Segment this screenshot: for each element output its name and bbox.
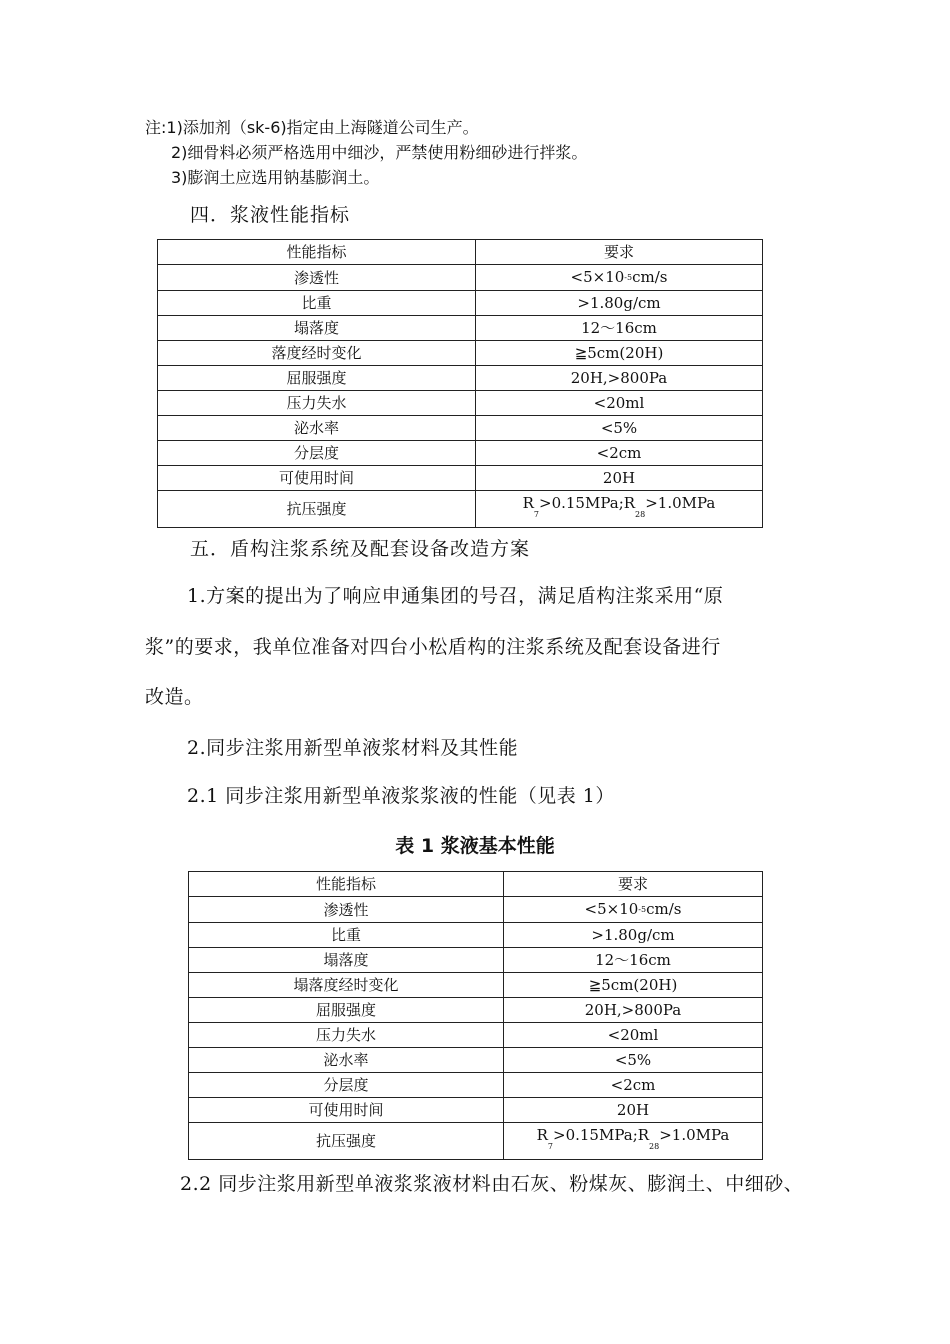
table-row — [158, 341, 763, 366]
section-4-heading: 四．浆液性能指标 — [190, 204, 351, 226]
table-row — [158, 491, 763, 528]
table-cell: <5% — [476, 416, 763, 441]
table-cell: 12～16cm — [504, 948, 763, 973]
table-row — [189, 1048, 763, 1073]
table-row — [189, 1023, 763, 1048]
table-row — [189, 1123, 763, 1160]
note-line-1: 注:1)添加剂（sk-6)指定由上海隧道公司生产。 — [145, 118, 479, 137]
table-cell: ≧5cm(20H) — [476, 341, 763, 366]
table-cell: 比重 — [189, 923, 504, 948]
section-5-heading: 五．盾构注浆系统及配套设备改造方案 — [190, 538, 531, 560]
table-header-cell: 要求 — [504, 872, 763, 897]
table-cell: >1.80g/cm — [504, 923, 763, 948]
table-row — [158, 366, 763, 391]
table-row — [189, 998, 763, 1023]
table-row — [158, 391, 763, 416]
compressive-strength-cell: $R_7>0.15MPa;R_{28}>1.0MPa$ — [504, 1123, 763, 1160]
table-row — [189, 948, 763, 973]
permeability-cell: $<5\times 10^{-5}cm/s$ — [476, 265, 763, 291]
table-cell: 抗压强度 — [158, 491, 476, 528]
table-row — [158, 416, 763, 441]
permeability-cell: $<5\times 10^{-5}cm/s$ — [504, 897, 763, 923]
table-cell: 塌落度 — [189, 948, 504, 973]
table-header-cell: 性能指标 — [158, 240, 476, 265]
compressive-strength-cell: $R_7>0.15MPa;R_{28}>1.0MPa$ — [476, 491, 763, 528]
table-cell: 屈服强度 — [158, 366, 476, 391]
table-cell: >1.80g/cm — [476, 291, 763, 316]
table-cell: 20H,>800Pa — [476, 366, 763, 391]
table-cell: <5% — [504, 1048, 763, 1073]
table-cell: 渗透性 — [158, 265, 476, 291]
table-caption: 表 1 浆液基本性能 — [395, 835, 555, 857]
table-header-row — [158, 240, 763, 265]
table-cell: ≧5cm(20H) — [504, 973, 763, 998]
table-header-cell: 性能指标 — [189, 872, 504, 897]
table-cell: 塌落度经时变化 — [189, 973, 504, 998]
table-cell: 可使用时间 — [158, 466, 476, 491]
table-row — [189, 923, 763, 948]
paragraph-2-2: 2.2 同步注浆用新型单液浆浆液材料由石灰、粉煤灰、膨润土、中细砂、 — [180, 1173, 804, 1195]
paragraph-2-1: 2.1 同步注浆用新型单液浆浆液的性能（见表 1） — [187, 785, 615, 807]
table-cell: 渗透性 — [189, 897, 504, 923]
table-cell: 落度经时变化 — [158, 341, 476, 366]
paragraph-1-line-3: 改造。 — [145, 686, 204, 708]
table-cell: 泌水率 — [158, 416, 476, 441]
table-header-cell: 要求 — [476, 240, 763, 265]
table-cell: 20H — [504, 1098, 763, 1123]
table-cell: 分层度 — [189, 1073, 504, 1098]
table-cell: 可使用时间 — [189, 1098, 504, 1123]
note-line-3: 3)膨润土应选用钠基膨润土。 — [171, 168, 380, 187]
paragraph-2: 2.同步注浆用新型单液浆材料及其性能 — [187, 737, 519, 759]
table-row — [158, 265, 763, 291]
table-header-row — [189, 872, 763, 897]
paragraph-1-line-1: 1.方案的提出为了响应申通集团的号召，满足盾构注浆采用“原 — [187, 585, 724, 607]
table-cell: 泌水率 — [189, 1048, 504, 1073]
table-cell: <2cm — [504, 1073, 763, 1098]
table-cell: <2cm — [476, 441, 763, 466]
table-row — [189, 1098, 763, 1123]
table-cell: 压力失水 — [158, 391, 476, 416]
paragraph-1-line-2: 浆”的要求，我单位准备对四台小松盾构的注浆系统及配套设备进行 — [145, 636, 721, 658]
table-row — [158, 441, 763, 466]
table-cell: <20ml — [476, 391, 763, 416]
table-cell: 20H,>800Pa — [504, 998, 763, 1023]
performance-table-2 — [188, 871, 763, 1160]
table-cell: <20ml — [504, 1023, 763, 1048]
table-row — [158, 466, 763, 491]
table-cell: 抗压强度 — [189, 1123, 504, 1160]
table-cell: 塌落度 — [158, 316, 476, 341]
table-cell: 压力失水 — [189, 1023, 504, 1048]
table-cell: 分层度 — [158, 441, 476, 466]
table-row — [189, 1073, 763, 1098]
table-row — [158, 291, 763, 316]
table-cell: 20H — [476, 466, 763, 491]
table-row — [189, 973, 763, 998]
table-cell: 比重 — [158, 291, 476, 316]
performance-table-1 — [157, 239, 763, 528]
table-row — [158, 316, 763, 341]
table-cell: 屈服强度 — [189, 998, 504, 1023]
table-cell: 12～16cm — [476, 316, 763, 341]
table-row — [189, 897, 763, 923]
note-line-2: 2)细骨料必须严格选用中细沙，严禁使用粉细砂进行拌浆。 — [171, 143, 588, 162]
